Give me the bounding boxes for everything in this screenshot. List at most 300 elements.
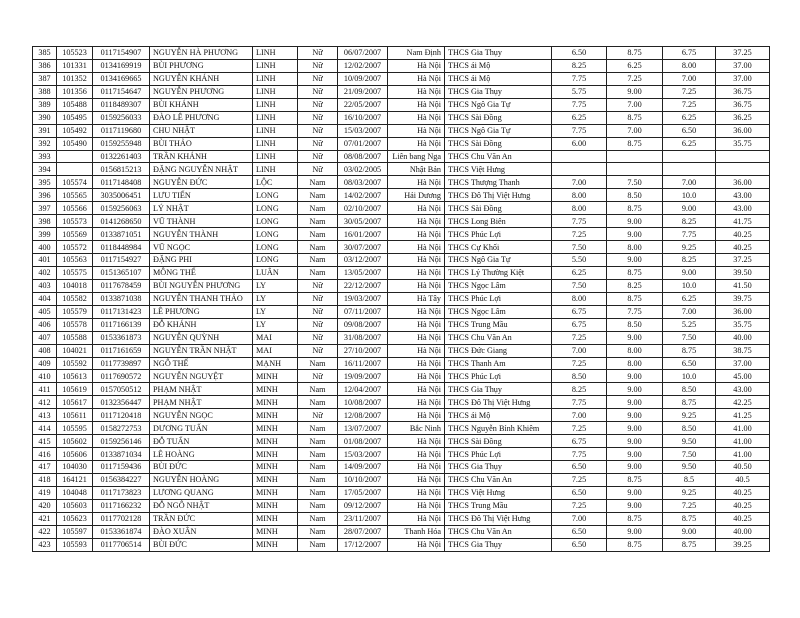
cell-tong-diem: 40.25: [716, 228, 770, 241]
cell-ho-dem: PHẠM NHẬT: [150, 396, 253, 409]
cell-ho-dem: TRẦN ĐỨC: [150, 512, 253, 525]
cell-ten: MINH: [253, 370, 298, 383]
cell-gioi-tinh: Nam: [298, 448, 338, 461]
cell-ten: MINH: [253, 473, 298, 486]
cell-truong: THCS Gia Thụy: [445, 538, 552, 551]
cell-truong: THCS Ngô Gia Tự: [445, 98, 552, 111]
cell-ma-hs: 0117678459: [93, 279, 150, 292]
cell-ma-hs: 3035006451: [93, 189, 150, 202]
cell-ho-dem: BÙI NGUYỄN PHƯƠNG: [150, 279, 253, 292]
cell-stt: 407: [33, 331, 57, 344]
cell-diem-2: 8.75: [607, 512, 663, 525]
table-row: [33, 189, 770, 202]
cell-ten: LINH: [253, 59, 298, 72]
table-row: [33, 254, 770, 267]
cell-gioi-tinh: Nam: [298, 241, 338, 254]
cell-ten: MINH: [253, 435, 298, 448]
cell-diem-3: 6.50: [663, 124, 716, 137]
cell-stt: 421: [33, 512, 57, 525]
cell-ho-dem: NGUYỄN THANH THẢO: [150, 292, 253, 305]
cell-diem-2: 9.00: [607, 486, 663, 499]
cell-diem-2: 9.00: [607, 422, 663, 435]
cell-tong-diem: 40.25: [716, 499, 770, 512]
cell-ma-hs: 0117161659: [93, 344, 150, 357]
cell-truong: THCS Ngô Gia Tự: [445, 254, 552, 267]
cell-ten: LINH: [253, 98, 298, 111]
cell-diem-2: 9.00: [607, 228, 663, 241]
cell-noi-sinh: Hà Tây: [388, 292, 445, 305]
cell-tong-diem: 36.25: [716, 111, 770, 124]
cell-sbd: 105488: [57, 98, 93, 111]
cell-tong-diem: 41.25: [716, 409, 770, 422]
cell-ma-hs: 0117120418: [93, 409, 150, 422]
cell-ten: LỘC: [253, 176, 298, 189]
cell-ho-dem: ĐỖ TUẤN: [150, 435, 253, 448]
cell-ma-hs: 0134169919: [93, 59, 150, 72]
cell-sbd: [57, 163, 93, 176]
cell-ngay-sinh: 07/11/2007: [338, 305, 388, 318]
cell-sbd: 105575: [57, 266, 93, 279]
cell-gioi-tinh: Nam: [298, 266, 338, 279]
cell-tong-diem: 36.00: [716, 124, 770, 137]
cell-diem-2: 6.25: [607, 59, 663, 72]
cell-gioi-tinh: Nữ: [298, 318, 338, 331]
cell-ngay-sinh: 08/08/2007: [338, 150, 388, 163]
cell-ngay-sinh: 12/04/2007: [338, 383, 388, 396]
cell-ho-dem: ĐỖ NGÔ NHẬT: [150, 499, 253, 512]
cell-diem-1: 7.25: [552, 422, 607, 435]
cell-tong-diem: 40.25: [716, 512, 770, 525]
cell-stt: 390: [33, 111, 57, 124]
cell-ten: LINH: [253, 137, 298, 150]
cell-noi-sinh: Bắc Ninh: [388, 422, 445, 435]
cell-gioi-tinh: Nữ: [298, 124, 338, 137]
cell-ten: MINH: [253, 512, 298, 525]
cell-noi-sinh: Hà Nội: [388, 357, 445, 370]
cell-gioi-tinh: Nam: [298, 189, 338, 202]
cell-sbd: 105490: [57, 137, 93, 150]
cell-noi-sinh: Hà Nội: [388, 85, 445, 98]
cell-ho-dem: VŨ THÀNH: [150, 215, 253, 228]
cell-diem-1: 7.50: [552, 241, 607, 254]
cell-diem-2: 8.00: [607, 344, 663, 357]
cell-ma-hs: 0158272753: [93, 422, 150, 435]
cell-diem-3: 9.00: [663, 525, 716, 538]
cell-noi-sinh: Hà Nội: [388, 72, 445, 85]
cell-diem-3: 6.25: [663, 111, 716, 124]
cell-ten: MINH: [253, 448, 298, 461]
cell-noi-sinh: Hà Nội: [388, 279, 445, 292]
cell-gioi-tinh: Nữ: [298, 305, 338, 318]
cell-noi-sinh: Hà Nội: [388, 448, 445, 461]
cell-diem-3: 6.25: [663, 292, 716, 305]
cell-ten: LY: [253, 318, 298, 331]
cell-ma-hs: 0117131423: [93, 305, 150, 318]
cell-ngay-sinh: 07/01/2007: [338, 137, 388, 150]
cell-diem-2: 8.75: [607, 266, 663, 279]
cell-diem-1: 7.75: [552, 448, 607, 461]
cell-tong-diem: 37.00: [716, 72, 770, 85]
cell-ngay-sinh: 21/09/2007: [338, 85, 388, 98]
cell-gioi-tinh: Nữ: [298, 111, 338, 124]
cell-ten: MINH: [253, 422, 298, 435]
cell-noi-sinh: Hà Nội: [388, 228, 445, 241]
table-row: [33, 512, 770, 525]
table-row: [33, 525, 770, 538]
cell-diem-3: 8.50: [663, 383, 716, 396]
cell-diem-2: [607, 163, 663, 176]
cell-diem-2: 8.00: [607, 241, 663, 254]
cell-ho-dem: LÝ NHẬT: [150, 202, 253, 215]
cell-diem-1: 6.50: [552, 486, 607, 499]
cell-diem-3: 7.00: [663, 305, 716, 318]
cell-sbd: 105578: [57, 318, 93, 331]
cell-ma-hs: 0133871051: [93, 228, 150, 241]
cell-ho-dem: NGUYỄN ĐỨC: [150, 176, 253, 189]
cell-truong: THCS Nguyễn Bỉnh Khiêm: [445, 422, 552, 435]
cell-gioi-tinh: Nữ: [298, 72, 338, 85]
cell-gioi-tinh: Nữ: [298, 137, 338, 150]
cell-ho-dem: ĐÀO LÊ PHƯƠNG: [150, 111, 253, 124]
cell-noi-sinh: Hà Nội: [388, 124, 445, 137]
cell-tong-diem: 43.00: [716, 189, 770, 202]
cell-noi-sinh: Hà Nội: [388, 344, 445, 357]
cell-diem-2: 8.75: [607, 111, 663, 124]
cell-gioi-tinh: Nam: [298, 473, 338, 486]
cell-diem-3: 7.00: [663, 72, 716, 85]
cell-stt: 394: [33, 163, 57, 176]
cell-diem-1: 7.75: [552, 396, 607, 409]
cell-diem-3: 8.75: [663, 538, 716, 551]
cell-diem-3: 9.25: [663, 486, 716, 499]
cell-ma-hs: 0134169665: [93, 72, 150, 85]
cell-ten: LINH: [253, 72, 298, 85]
cell-diem-1: 6.75: [552, 435, 607, 448]
cell-stt: 409: [33, 357, 57, 370]
cell-ngay-sinh: 19/09/2007: [338, 370, 388, 383]
cell-ngay-sinh: 15/03/2007: [338, 448, 388, 461]
cell-tong-diem: 40.00: [716, 525, 770, 538]
cell-truong: THCS ái Mộ: [445, 59, 552, 72]
cell-diem-1: 7.75: [552, 215, 607, 228]
cell-ngay-sinh: 16/11/2007: [338, 357, 388, 370]
cell-ngay-sinh: 09/12/2007: [338, 499, 388, 512]
cell-diem-2: 7.75: [607, 305, 663, 318]
cell-gioi-tinh: Nữ: [298, 370, 338, 383]
cell-ma-hs: 0151365107: [93, 266, 150, 279]
cell-diem-3: 6.50: [663, 357, 716, 370]
cell-noi-sinh: Hà Nội: [388, 137, 445, 150]
cell-ten: MẠNH: [253, 357, 298, 370]
cell-truong: THCS Sài Đồng: [445, 137, 552, 150]
cell-diem-3: 9.00: [663, 202, 716, 215]
cell-diem-3: 8.00: [663, 59, 716, 72]
cell-diem-2: 8.75: [607, 538, 663, 551]
cell-truong: THCS Phúc Lợi: [445, 448, 552, 461]
cell-diem-3: 6.75: [663, 47, 716, 60]
table-row: [33, 383, 770, 396]
cell-ma-hs: 0117159436: [93, 461, 150, 474]
cell-truong: THCS Chu Văn An: [445, 525, 552, 538]
cell-sbd: 101331: [57, 59, 93, 72]
cell-tong-diem: 41.00: [716, 448, 770, 461]
table-row: [33, 370, 770, 383]
cell-ho-dem: LÊ HOÀNG: [150, 448, 253, 461]
cell-diem-3: 7.50: [663, 331, 716, 344]
table-row: [33, 163, 770, 176]
cell-sbd: 105606: [57, 448, 93, 461]
cell-ten: LINH: [253, 163, 298, 176]
cell-sbd: 105595: [57, 422, 93, 435]
cell-diem-2: 8.00: [607, 357, 663, 370]
cell-sbd: 105602: [57, 435, 93, 448]
cell-diem-2: 8.75: [607, 292, 663, 305]
cell-tong-diem: 43.00: [716, 383, 770, 396]
cell-ngay-sinh: 01/08/2007: [338, 435, 388, 448]
cell-ten: LONG: [253, 254, 298, 267]
cell-sbd: 105582: [57, 292, 93, 305]
cell-diem-3: 9.50: [663, 461, 716, 474]
cell-sbd: 105611: [57, 409, 93, 422]
cell-diem-2: 9.00: [607, 215, 663, 228]
cell-truong: THCS Ngô Gia Tự: [445, 124, 552, 137]
cell-diem-3: 9.00: [663, 266, 716, 279]
cell-truong: THCS ái Mộ: [445, 409, 552, 422]
cell-ma-hs: 0117706514: [93, 538, 150, 551]
cell-stt: 387: [33, 72, 57, 85]
cell-ma-hs: 0117702128: [93, 512, 150, 525]
cell-ho-dem: NGUYỄN THÀNH: [150, 228, 253, 241]
cell-diem-3: 5.25: [663, 318, 716, 331]
cell-ho-dem: BÙI ĐỨC: [150, 461, 253, 474]
cell-diem-2: 9.00: [607, 396, 663, 409]
cell-diem-1: 6.50: [552, 525, 607, 538]
cell-diem-3: 10.0: [663, 189, 716, 202]
cell-diem-1: 7.00: [552, 409, 607, 422]
cell-ho-dem: BÙI KHÁNH: [150, 98, 253, 111]
cell-ho-dem: ĐẶNG NGUYỄN NHẬT: [150, 163, 253, 176]
cell-sbd: 105623: [57, 512, 93, 525]
table-row: [33, 150, 770, 163]
cell-sbd: 105565: [57, 189, 93, 202]
cell-truong: THCS Sài Đồng: [445, 202, 552, 215]
cell-diem-3: 10.0: [663, 370, 716, 383]
cell-truong: THCS Chu Văn An: [445, 331, 552, 344]
cell-truong: THCS ái Mộ: [445, 72, 552, 85]
cell-ngay-sinh: 03/12/2007: [338, 254, 388, 267]
cell-stt: 413: [33, 409, 57, 422]
cell-tong-diem: 36.00: [716, 305, 770, 318]
cell-ten: LINH: [253, 111, 298, 124]
cell-ngay-sinh: 16/10/2007: [338, 111, 388, 124]
cell-gioi-tinh: Nữ: [298, 98, 338, 111]
cell-tong-diem: 45.00: [716, 370, 770, 383]
table-row: [33, 473, 770, 486]
cell-ma-hs: 0153361873: [93, 331, 150, 344]
cell-ngay-sinh: 14/09/2007: [338, 461, 388, 474]
cell-ngay-sinh: 12/08/2007: [338, 409, 388, 422]
cell-diem-2: 9.00: [607, 435, 663, 448]
cell-ma-hs: 0117739897: [93, 357, 150, 370]
cell-diem-1: 7.75: [552, 124, 607, 137]
cell-ho-dem: ĐỖ KHÁNH: [150, 318, 253, 331]
table-row: [33, 499, 770, 512]
cell-diem-3: 8.75: [663, 344, 716, 357]
cell-tong-diem: 41.00: [716, 422, 770, 435]
cell-ho-dem: BÙI THẢO: [150, 137, 253, 150]
cell-ten: LONG: [253, 189, 298, 202]
cell-sbd: 105573: [57, 215, 93, 228]
cell-noi-sinh: Hà Nội: [388, 473, 445, 486]
cell-ten: LONG: [253, 228, 298, 241]
cell-noi-sinh: Hà Nội: [388, 59, 445, 72]
table-row: [33, 357, 770, 370]
cell-truong: THCS Gia Thụy: [445, 85, 552, 98]
cell-ten: LONG: [253, 202, 298, 215]
cell-noi-sinh: Hà Nội: [388, 538, 445, 551]
cell-noi-sinh: Hải Dương: [388, 189, 445, 202]
cell-diem-3: 8.50: [663, 422, 716, 435]
cell-noi-sinh: Hà Nội: [388, 512, 445, 525]
cell-stt: 398: [33, 215, 57, 228]
table-row: [33, 47, 770, 60]
cell-noi-sinh: Hà Nội: [388, 98, 445, 111]
cell-ho-dem: NGUYỄN HOÀNG: [150, 473, 253, 486]
cell-noi-sinh: Hà Nội: [388, 331, 445, 344]
cell-tong-diem: 35.75: [716, 137, 770, 150]
cell-stt: 403: [33, 279, 57, 292]
cell-tong-diem: 36.75: [716, 85, 770, 98]
cell-diem-2: 9.00: [607, 331, 663, 344]
cell-stt: 423: [33, 538, 57, 551]
cell-noi-sinh: Hà Nội: [388, 202, 445, 215]
cell-ten: MINH: [253, 525, 298, 538]
cell-noi-sinh: Hà Nội: [388, 486, 445, 499]
cell-ho-dem: PHẠM NHẬT: [150, 383, 253, 396]
cell-truong: THCS Chu Văn An: [445, 150, 552, 163]
cell-stt: 400: [33, 241, 57, 254]
table-row: [33, 331, 770, 344]
cell-diem-1: 7.25: [552, 473, 607, 486]
cell-gioi-tinh: Nữ: [298, 292, 338, 305]
cell-ten: MAI: [253, 344, 298, 357]
cell-diem-1: 6.50: [552, 538, 607, 551]
cell-sbd: 105523: [57, 47, 93, 60]
cell-noi-sinh: Hà Nội: [388, 254, 445, 267]
table-row: [33, 59, 770, 72]
cell-ngay-sinh: 19/03/2007: [338, 292, 388, 305]
cell-ngay-sinh: 09/08/2007: [338, 318, 388, 331]
cell-diem-3: 7.25: [663, 98, 716, 111]
cell-stt: 395: [33, 176, 57, 189]
cell-diem-1: 8.00: [552, 189, 607, 202]
cell-noi-sinh: Hà Nội: [388, 499, 445, 512]
cell-diem-1: 7.00: [552, 176, 607, 189]
cell-stt: 399: [33, 228, 57, 241]
cell-diem-3: 7.75: [663, 228, 716, 241]
cell-ma-hs: 0117148408: [93, 176, 150, 189]
cell-ten: LY: [253, 292, 298, 305]
cell-diem-1: 7.50: [552, 279, 607, 292]
cell-ho-dem: LƯU TIẾN: [150, 189, 253, 202]
cell-ho-dem: NGUYỄN NGUYỆT: [150, 370, 253, 383]
cell-tong-diem: 41.50: [716, 279, 770, 292]
cell-ma-hs: 0157050512: [93, 383, 150, 396]
cell-stt: 410: [33, 370, 57, 383]
cell-gioi-tinh: Nam: [298, 525, 338, 538]
cell-noi-sinh: Hà Nội: [388, 409, 445, 422]
cell-ma-hs: 0117173823: [93, 486, 150, 499]
cell-diem-3: 6.25: [663, 137, 716, 150]
cell-sbd: 105593: [57, 538, 93, 551]
cell-ten: MINH: [253, 486, 298, 499]
cell-tong-diem: 43.00: [716, 202, 770, 215]
cell-stt: 408: [33, 344, 57, 357]
cell-ma-hs: 0159256033: [93, 111, 150, 124]
cell-ma-hs: 0159256063: [93, 202, 150, 215]
cell-ngay-sinh: 02/10/2007: [338, 202, 388, 215]
cell-gioi-tinh: Nữ: [298, 344, 338, 357]
cell-noi-sinh: Hà Nội: [388, 370, 445, 383]
cell-truong: THCS Ngọc Lâm: [445, 279, 552, 292]
cell-diem-1: 7.25: [552, 499, 607, 512]
cell-ho-dem: CHU NHẬT: [150, 124, 253, 137]
cell-sbd: 105617: [57, 396, 93, 409]
cell-ma-hs: 0159256146: [93, 435, 150, 448]
table-row: [33, 279, 770, 292]
cell-stt: 417: [33, 461, 57, 474]
cell-truong: THCS Long Biên: [445, 215, 552, 228]
cell-truong: THCS Sài Đồng: [445, 435, 552, 448]
cell-ma-hs: 0118448984: [93, 241, 150, 254]
table-row: [33, 344, 770, 357]
cell-diem-1: [552, 150, 607, 163]
cell-tong-diem: 40.50: [716, 461, 770, 474]
cell-noi-sinh: Hà Nội: [388, 305, 445, 318]
table-row: [33, 266, 770, 279]
cell-truong: THCS Phúc Lợi: [445, 228, 552, 241]
cell-truong: THCS Chu Văn An: [445, 473, 552, 486]
cell-ten: LINH: [253, 150, 298, 163]
table-row: [33, 202, 770, 215]
cell-diem-3: 8.75: [663, 512, 716, 525]
cell-ngay-sinh: 12/02/2007: [338, 59, 388, 72]
cell-diem-2: 7.00: [607, 124, 663, 137]
cell-truong: THCS Gia Thụy: [445, 461, 552, 474]
cell-noi-sinh: Thanh Hóa: [388, 525, 445, 538]
cell-diem-1: 6.75: [552, 318, 607, 331]
cell-diem-2: 8.75: [607, 473, 663, 486]
cell-stt: 422: [33, 525, 57, 538]
cell-ten: LUÂN: [253, 266, 298, 279]
cell-diem-3: 8.5: [663, 473, 716, 486]
cell-truong: THCS Việt Hưng: [445, 163, 552, 176]
cell-stt: 418: [33, 473, 57, 486]
cell-ho-dem: NGUYỄN NGỌC: [150, 409, 253, 422]
table-row: [33, 292, 770, 305]
cell-diem-1: 8.00: [552, 292, 607, 305]
cell-diem-1: 8.50: [552, 370, 607, 383]
cell-ten: MINH: [253, 461, 298, 474]
cell-diem-3: 9.25: [663, 409, 716, 422]
cell-tong-diem: 37.00: [716, 357, 770, 370]
cell-diem-1: 7.75: [552, 72, 607, 85]
cell-ma-hs: 0117119680: [93, 124, 150, 137]
cell-sbd: 101356: [57, 85, 93, 98]
cell-ma-hs: 0156815213: [93, 163, 150, 176]
cell-diem-3: [663, 150, 716, 163]
cell-ten: MAI: [253, 331, 298, 344]
